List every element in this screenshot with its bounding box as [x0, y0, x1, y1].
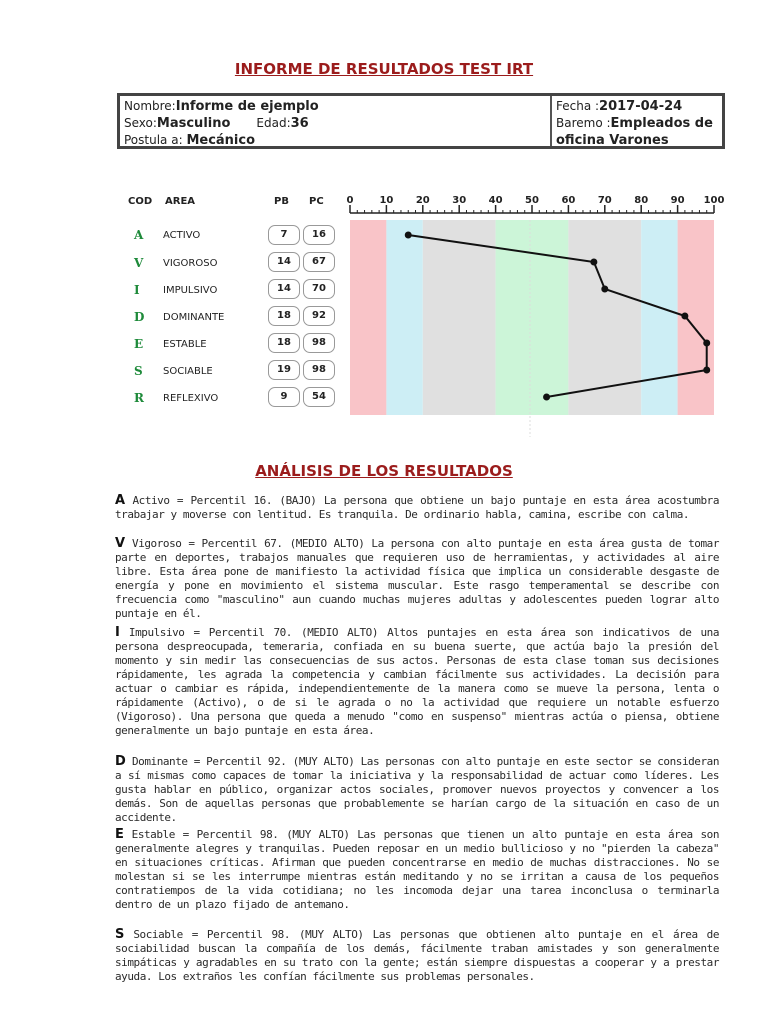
row-code: I: [134, 283, 140, 297]
row-code: D: [134, 310, 145, 324]
row-area: VIGOROSO: [163, 258, 218, 269]
row-area: ESTABLE: [163, 339, 207, 350]
row-pb: 18: [268, 333, 300, 353]
row-pb: 19: [268, 360, 300, 380]
header-pb: PB: [274, 196, 289, 207]
row-area: DOMINANTE: [163, 312, 225, 323]
row-code: S: [134, 364, 143, 378]
sexo-line: Sexo:Masculino Edad:36: [124, 116, 309, 131]
row-pb: 14: [268, 279, 300, 299]
chart-band: [568, 220, 641, 415]
chart-band: [386, 220, 422, 415]
baremo-line: Baremo :Empleados de: [556, 116, 713, 131]
row-pc: 92: [303, 306, 335, 326]
analysis-item-v: V Vigoroso = Percentil 67. (MEDIO ALTO) La persona con alto puntaje en esta área gusta de tomar parte en deportes, trabajos manuales que requieren uso de herramientas, y actividades al aire libre. Esta área pone de manifiesto la actividad física que implica un considerable desgaste de energía y pone en movimiento el sistema muscular. Este rasgo temperamental se describe con frecuencia como "masculino" aun cuando muchas mujeres adultas y adolescentes pueden lograr alto puntaje en él.: [115, 536, 719, 620]
nombre-line: Nombre:Informe de ejemplo: [124, 99, 319, 114]
row-pc: 54: [303, 387, 335, 407]
analysis-item-e: E Estable = Percentil 98. (MUY ALTO) Las personas que tienen un alto puntaje en esta área son generalmente alegres y tranquilas. Pueden reposar en un medio bullicioso y no "pierden la cabeza" en situaciones críticas. Afirman que pueden concentrarse en medio de muchas distracciones. No se molestan si se les interrumpe mientras están meditando y no se irritan a causa de los pequeños contratiempos de la vida cotidiana; no les incomoda dejar una tarea inconclusa o terminarla dentro de un plazo fijado de antemano.: [115, 827, 719, 911]
header-cod: COD: [128, 196, 153, 207]
row-pb: 7: [268, 225, 300, 245]
header-pc: PC: [309, 196, 324, 207]
analysis-item-d: D Dominante = Percentil 92. (MUY ALTO) Las personas con alto puntaje en este sector se consideran a sí mismas como capaces de tomar la iniciativa y la responsabilidad de actuar como líderes. Les gusta hablar en público, organizar actos sociales, promover nuevos proyectos y convencer a los demás. Son de aquellas personas que probablemente se harían cargo de la situación en caso de un accidente.: [115, 754, 719, 824]
row-code: V: [134, 256, 144, 270]
chart-point-a: [405, 232, 412, 239]
chart-tick-label: 20: [415, 195, 430, 206]
chart-point-i: [601, 286, 608, 293]
chart-tick-label: 80: [634, 195, 649, 206]
chart-point-v: [590, 259, 597, 266]
analysis-title: ANÁLISIS DE LOS RESULTADOS: [255, 462, 513, 480]
chart-tick-label: 90: [670, 195, 685, 206]
chart-point-e: [703, 340, 710, 347]
chart-tick-label: 60: [561, 195, 576, 206]
chart-tick-label: 70: [597, 195, 612, 206]
row-code: E: [134, 337, 144, 351]
profile-chart: [0, 0, 768, 450]
chart-tick-label: 0: [346, 195, 354, 206]
analysis-item-s: S Sociable = Percentil 98. (MUY ALTO) Las personas que obtienen alto puntaje en el área de sociabilidad buscan la compañía de los demás, fácilmente traban amistades y son generalmente simpáticas y agradables en su trato con la gente; están siempre dispuestas a cooperar y a prestar ayuda. Los extraños les confían fácilmente sus problemas personales.: [115, 927, 719, 983]
chart-tick-label: 30: [452, 195, 467, 206]
chart-point-r: [543, 394, 550, 401]
fecha-line: Fecha :2017-04-24: [556, 99, 683, 114]
chart-tick-label: 10: [379, 195, 394, 206]
row-pc: 70: [303, 279, 335, 299]
chart-tick-label: 100: [703, 195, 725, 206]
analysis-item-i: I Impulsivo = Percentil 70. (MEDIO ALTO) Altos puntajes en esta área son indicativos de una persona despreocupada, temeraria, confiada en su buena suerte, que actúa bajo la presión del momento y sin medir las consecuencias de sus actos. Personas de esta clase toman sus decisiones rápidamente, les agrada la competencia y cambian fácilmente sus actividades. La decisión para actuar o cambiar es rápida, independientemente de la manera como se mueve la persona, lenta o rápidamente (Activo), o de si le agrada o no la actividad que requiere un notable esfuerzo (Vigoroso). Una persona que queda a menudo "como en suspenso" mientras actúa o piensa, obtiene generalmente un bajo puntaje en esta área.: [115, 625, 719, 737]
row-pc: 98: [303, 360, 335, 380]
header-area: AREA: [165, 196, 196, 207]
row-pc: 98: [303, 333, 335, 353]
chart-band: [423, 220, 496, 415]
postula-line: Postula a: Mecánico: [124, 133, 256, 148]
chart-band: [350, 220, 386, 415]
row-area: SOCIABLE: [163, 366, 213, 377]
row-pb: 14: [268, 252, 300, 272]
report-title: INFORME DE RESULTADOS TEST IRT: [234, 60, 534, 78]
row-code: A: [134, 228, 144, 242]
row-area: REFLEXIVO: [163, 393, 219, 404]
row-area: IMPULSIVO: [163, 285, 218, 296]
chart-tick-label: 50: [525, 195, 539, 206]
row-area: ACTIVO: [163, 230, 201, 241]
chart-point-d: [681, 313, 688, 320]
row-pb: 9: [268, 387, 300, 407]
analysis-item-a: A Activo = Percentil 16. (BAJO) La persona que obtiene un bajo puntaje en esta área acostumbra trabajar y moverse con lentitud. Es tranquila. De ordinario habla, camina, escribe con calma.: [115, 493, 719, 521]
row-pc: 16: [303, 225, 335, 245]
row-pb: 18: [268, 306, 300, 326]
chart-band: [641, 220, 677, 415]
row-pc: 67: [303, 252, 335, 272]
row-code: R: [134, 391, 144, 405]
chart-point-s: [703, 367, 710, 374]
baremo-line-2: oficina Varones: [556, 133, 669, 148]
chart-tick-label: 40: [488, 195, 503, 206]
